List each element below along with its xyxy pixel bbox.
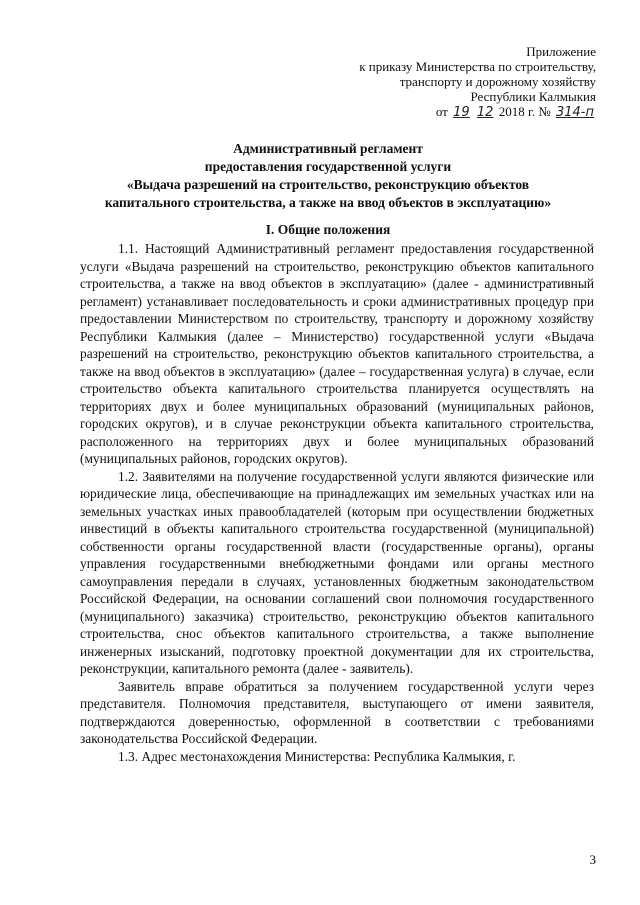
page-number: 3 — [589, 852, 596, 867]
title-line-3: «Выдача разрешений на строительство, реконструкцию объектов — [126, 177, 530, 192]
handwritten-month: 12 — [476, 105, 494, 120]
date-prefix: от — [435, 104, 448, 119]
title-line-4: капитального строительства, а также на ввод объектов в эксплуатацию» — [104, 195, 552, 210]
appendix-ministry-line: транспорту и дорожному хозяйству — [399, 74, 596, 89]
section-heading: I. Общие положения — [265, 222, 391, 237]
title-line-1: Административный регламент — [233, 141, 423, 156]
paragraph-representative: Заявитель вправе обратиться за получением государственной услуги через представителя. Полномочия представителя, выступающего от имени заявителя, подтверждаются доверенностью, оформленной в соответствии с требованиями законодательства Российской Федерации. — [80, 678, 594, 746]
title-line-2: предоставления государственной услуги — [204, 159, 452, 174]
appendix-header — [359, 44, 596, 120]
document-title — [60, 140, 596, 212]
date-year: 2018 г. № — [498, 104, 551, 119]
handwritten-order-number: 314-п — [555, 105, 594, 120]
paragraph-1-1: 1.1. Настоящий Административный регламент предоставления государственной услуги «Выдача разрешений на строительство, реконструкцию объектов капитального строительства, а также на ввод объектов в эксплуатацию» (далее - административный регламент) устанавливает последовательность и сроки административных процедур при предоставлении Министерством по строительству, транспорту и дорожному хозяйству Республики Калмыкия (далее – Министерство) государственной услуги «Выдача разрешений на строительство, реконструкцию объектов капитального строительства, а также на ввод объектов в эксплуатацию» (далее – государственная услуга) в случае, если строительство объекта капитального строительства планируется осуществлять на территориях двух и более муниципальных образований (муниципальных районов, городских округов), и в случае реконструкции объекта капитального строительства, расположенного на территориях двух и более муниципальных образований (муниципальных районов, городских округов). — [80, 241, 594, 466]
paragraph-1-2: 1.2. Заявителями на получение государственной услуги являются физические или юридические лица, обеспечивающие на принадлежащих им земельных участках или на земельных участках иных правообладателей (которым при осуществлении бюджетных инвестиций в объекты капитального строительства государственной (муниципальной) собственности органы государственной власти (государственные органы), органы управления государственными внебюджетными фондами или органы местного самоуправления передали в случаях, установленных бюджетным законодательством Российской Федерации, на основании соглашений свои полномочия государственного (муниципального) заказчика) строительство, реконструкцию объектов капитального строительства, снос объектов капитального строительства, а также выполнение инженерных изысканий, подготовку проектной документации для их строительства, реконструкции, капитального ремонта (далее - заявитель). — [80, 468, 594, 676]
document-body — [80, 240, 594, 765]
appendix-republic-line: Республики Калмыкия — [470, 89, 596, 104]
paragraph-1-3: 1.3. Адрес местонахождения Министерства: Республика Калмыкия, г. — [118, 748, 516, 764]
appendix-order-line: к приказу Министерства по строительству, — [359, 59, 596, 74]
handwritten-day: 19 — [453, 105, 470, 120]
appendix-date-line — [359, 104, 596, 120]
appendix-label: Приложение — [526, 44, 596, 59]
